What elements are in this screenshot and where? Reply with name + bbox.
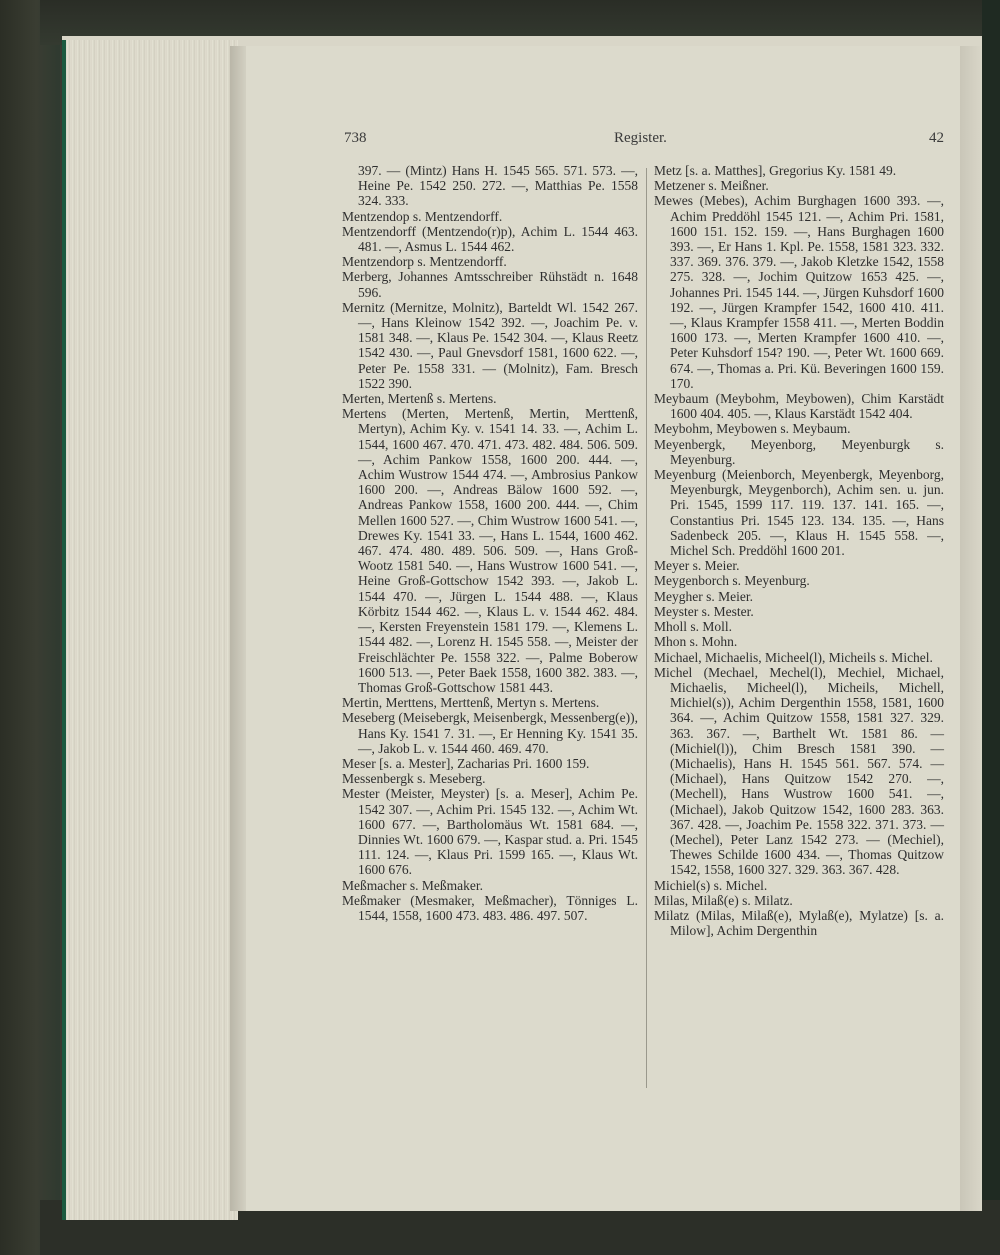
index-entry: Mentzendorp s. Mentzendorff. [342, 254, 507, 270]
index-entry: Mester (Meister, Meyster) [s. a. Meser], Achim Pe. 1542 307. —, Achim Pri. 1545 132. —, Achim Wt. 1600 677. —, Bartholomäus Wt. 1581 684. —, Dinnies Wt. 1600 679. —, Kaspar stud. a. Pri. 1545 111. 124. —, Klaus Pri. 1599 165. —, Klaus Wt. 1600 676. [342, 786, 638, 878]
index-entry: Meybaum (Meybohm, Meybowen), Chim Karstädt 1600 404. 405. —, Klaus Karstädt 1542 404. [654, 391, 944, 422]
right-column [654, 163, 944, 938]
index-entry: Michael, Michaelis, Micheel(l), Micheils s. Michel. [654, 649, 933, 665]
index-entry: Metzener s. Meißner. [654, 178, 769, 194]
left-column [342, 163, 638, 923]
page-title: Register. [614, 130, 667, 146]
index-entry: Meßmacher s. Meßmaker. [342, 877, 483, 893]
page-number: 738 [344, 130, 367, 146]
index-entry: Messenbergk s. Meseberg. [342, 771, 486, 787]
index-entry: Meygher s. Meier. [654, 588, 753, 604]
index-entry: Milatz (Milas, Milaß(e), Mylaß(e), Mylatze) [s. a. Milow], Achim Dergenthin [654, 907, 944, 939]
index-entry: Meybohm, Meybowen s. Meybaum. [654, 421, 851, 437]
index-entry: Meßmaker (Mesmaker, Meßmacher), Tönniges L. 1544, 1558, 1600 473. 483. 486. 497. 507. [342, 892, 638, 923]
index-entry: Metz [s. a. Matthes], Gregorius Ky. 1581 49. [654, 163, 897, 178]
page-header [344, 130, 944, 150]
column-reference: 42 [929, 130, 944, 146]
index-entry: Mentzendop s. Mentzendorff. [342, 208, 503, 224]
book-cover-left [0, 0, 60, 1255]
index-entry: Michel (Mechael, Mechel(l), Mechiel, Michael, Michaelis, Micheel(l), Micheils, Michell, Michiel(s)), Achim Dergenthin 1558, 1581, 1600 364. —, Achim Quitzow 1558, 1581 327. 329. 363. 367. —, Barthelt Wt. 1581 86. — (Michiel(l)), Chim Bresch 1581 390. — (Michaelis), Hans H. 1545 561. 567. 574. — (Michael), Hans Quitzow 1542 270. —, (Mechell), Hans Wustrow 1600 541. —, (Michael), Jakob Quitzow 1542, 1600 283. 363. 367. 428. —, Joachim Pe. 1558 322. 371. 373. — (Mechel), Peter Lanz 1542 273. — (Mechiel), Thewes Schilde 1600 434. —, Thomas Quitzow 1542, 1558, 1600 327. 329. 363. 367. 428. [654, 664, 944, 878]
index-entry: Meygenborch s. Meyenburg. [654, 573, 810, 589]
index-entry: Mentzendorff (Mentzendo(r)p), Achim L. 1544 463. 481. —, Asmus L. 1544 462. [342, 223, 638, 255]
index-entry: Meyster s. Mester. [654, 603, 754, 619]
index-entry: Meseberg (Meisebergk, Meisenbergk, Messenberg(e)), Hans Ky. 1541 7. 31. —, Er Henning Ky. 1541 35. —, Jakob L. v. 1544 460. 469. 470. [342, 710, 638, 756]
index-entry: Michiel(s) s. Michel. [654, 877, 768, 893]
index-entry: Mernitz (Mernitze, Molnitz), Barteldt Wl. 1542 267. —, Hans Kleinow 1542 392. —, Joachim Pe. v. 1581 348. —, Klaus Pe. 1542 304. —, Klaus Reetz 1542 430. —, Paul Gnevsdorf 1581, 1600 622. —, Peter Pe. 1558 331. — (Molnitz), Fam. Bresch 1522 390. [342, 299, 638, 391]
index-entry: Mhon s. Mohn. [654, 634, 738, 650]
index-entry: 397. — (Mintz) Hans H. 1545 565. 571. 573. —, Heine Pe. 1542 250. 272. —, Matthias Pe. 1558 324. 333. [358, 163, 638, 209]
index-entry: Merberg, Johannes Amtsschreiber Rühstädt n. 1648 596. [342, 269, 638, 300]
index-entry: Meyenburg (Meienborch, Meyenbergk, Meyenborg, Meyenburgk, Meygenborch), Achim sen. u. jun. Pri. 1545, 1599 117. 119. 137. 141. 165. —, Constantius Pri. 1545 123. 134. 135. —, Hans Sadenbeck 205. —, Klaus H. 1545 558. —, Michel Sch. Preddöhl 1600 201. [654, 467, 944, 559]
index-entry: Merten, Mertenß s. Mertens. [342, 391, 497, 407]
book-cover-right [982, 0, 1000, 1255]
page-edges-stack [62, 40, 238, 1220]
index-entry: Mewes (Mebes), Achim Burghagen 1600 393. —, Achim Preddöhl 1545 121. —, Achim Pri. 1581, 1600 151. 152. 159. —, Hans Burghagen 1600 393. —, Er Hans 1. Kpl. Pe. 1558, 1581 323. 332. 337. 369. 376. 379. —, Jakob Kletzke 1542, 1558 275. 328. —, Jochim Quitzow 1653 425. —, Johannes Pri. 1545 144. —, Jürgen Kuhsdorf 1600 192. —, Jürgen Krampfer 1542, 1600 410. 411. —, Klaus Krampfer 1558 411. —, Merten Boddin 1600 173. —, Merten Krampfer 1600 410. —, Peter Kuhsdorf 154? 190. —, Peter Wt. 1600 669. 674. —, Thomas a. Pri. Kü. Beveringen 1600 159. 170. [654, 193, 944, 391]
index-entry: Meyenbergk, Meyenborg, Meyenburgk s. Meyenburg. [654, 436, 944, 467]
index-entry: Mholl s. Moll. [654, 619, 733, 635]
facing-page-edge [960, 46, 982, 1211]
index-entry: Mertin, Merttens, Merttenß, Mertyn s. Mertens. [342, 695, 600, 711]
index-entry: Milas, Milaß(e) s. Milatz. [654, 892, 793, 908]
index-entry: Meser [s. a. Mester], Zacharias Pri. 1600 159. [342, 755, 590, 771]
index-entry: Mertens (Merten, Mertenß, Mertin, Merttenß, Mertyn), Achim Ky. v. 1541 14. 33. —, Achim L. 1544, 1600 467. 470. 471. 473. 482. 484. 506. 509. —, Achim Pankow 1558, 1600 200. 444. —, Achim Wustrow 1544 474. —, Ambrosius Pankow 1600 200. —, Andreas Bälow 1600 592. —, Andreas Pankow 1558, 1600 200. 444. —, Chim Mellen 1600 527. —, Chim Wustrow 1600 541. —, Drewes Ky. 1541 33. —, Hans L. 1544, 1600 462. 467. 474. 480. 489. 506. 509. —, Hans Groß-Wootz 1581 540. —, Hans Wustrow 1600 541. —, Heine Groß-Gottschow 1542 393. —, Jakob L. 1544 470. —, Jürgen L. 1544 488. —, Klaus Körbitz 1544 462. —, Klaus L. v. 1544 462. 484. —, Kersten Freyenstein 1581 179. —, Klemens L. 1544 482. —, Lorenz H. 1545 558. —, Meister der Freischlächter Pe. 1558 322. —, Palme Boberow 1600 513. —, Peter Baek 1558, 1600 382. 383. —, Thomas Groß-Gottschow 1581 443. [342, 406, 638, 695]
column-divider [646, 168, 647, 1088]
index-entry: Meyer s. Meier. [654, 558, 740, 574]
